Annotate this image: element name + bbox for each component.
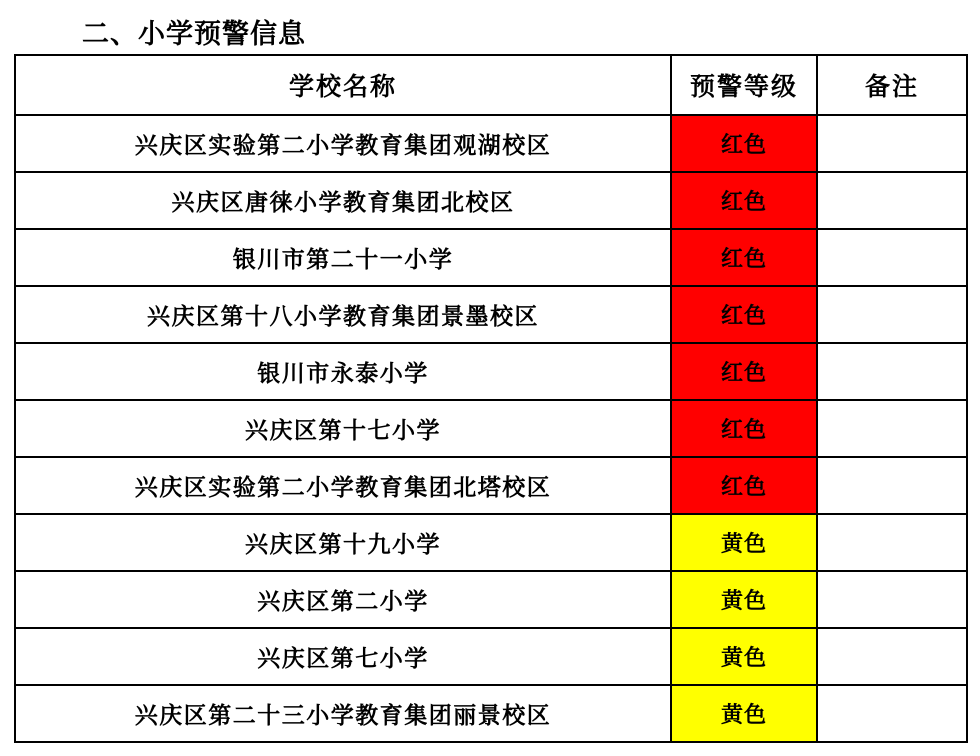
remark-cell — [817, 628, 967, 685]
column-header-school-name: 学校名称 — [15, 55, 671, 115]
table-row — [15, 571, 967, 628]
warning-level-cell: 红色 — [671, 286, 817, 343]
school-name-cell: 兴庆区实验第二小学教育集团北塔校区 — [15, 457, 671, 514]
remark-cell — [817, 286, 967, 343]
table-body — [15, 115, 967, 742]
warning-table-container — [14, 54, 966, 743]
remark-cell — [817, 685, 967, 742]
table-row — [15, 685, 967, 742]
school-name-cell: 兴庆区第七小学 — [15, 628, 671, 685]
warning-level-cell: 红色 — [671, 229, 817, 286]
warning-level-cell: 红色 — [671, 343, 817, 400]
school-name-cell: 兴庆区第十八小学教育集团景墨校区 — [15, 286, 671, 343]
warning-level-cell: 黄色 — [671, 514, 817, 571]
column-header-warning-level: 预警等级 — [671, 55, 817, 115]
table-header-row — [15, 55, 967, 115]
table-row — [15, 172, 967, 229]
table-row — [15, 514, 967, 571]
remark-cell — [817, 571, 967, 628]
school-name-cell: 兴庆区第十七小学 — [15, 400, 671, 457]
school-name-cell: 银川市永泰小学 — [15, 343, 671, 400]
warning-level-cell: 红色 — [671, 400, 817, 457]
school-name-cell: 兴庆区实验第二小学教育集团观湖校区 — [15, 115, 671, 172]
remark-cell — [817, 514, 967, 571]
table-header — [15, 55, 967, 115]
page-title: 二、小学预警信息 — [82, 19, 306, 50]
warning-level-cell: 黄色 — [671, 628, 817, 685]
remark-cell — [817, 172, 967, 229]
remark-cell — [817, 115, 967, 172]
school-name-cell: 兴庆区唐徕小学教育集团北校区 — [15, 172, 671, 229]
school-name-cell: 兴庆区第十九小学 — [15, 514, 671, 571]
school-name-cell: 兴庆区第二小学 — [15, 571, 671, 628]
warning-level-cell: 红色 — [671, 115, 817, 172]
warning-level-cell: 黄色 — [671, 571, 817, 628]
table-row — [15, 628, 967, 685]
remark-cell — [817, 400, 967, 457]
warning-level-cell: 黄色 — [671, 685, 817, 742]
warning-level-cell: 红色 — [671, 457, 817, 514]
column-header-remark: 备注 — [817, 55, 967, 115]
warning-table — [14, 54, 968, 743]
table-row — [15, 229, 967, 286]
remark-cell — [817, 229, 967, 286]
table-row — [15, 400, 967, 457]
remark-cell — [817, 343, 967, 400]
remark-cell — [817, 457, 967, 514]
table-row — [15, 115, 967, 172]
table-row — [15, 286, 967, 343]
warning-level-cell: 红色 — [671, 172, 817, 229]
table-row — [15, 343, 967, 400]
school-name-cell: 银川市第二十一小学 — [15, 229, 671, 286]
table-row — [15, 457, 967, 514]
school-name-cell: 兴庆区第二十三小学教育集团丽景校区 — [15, 685, 671, 742]
